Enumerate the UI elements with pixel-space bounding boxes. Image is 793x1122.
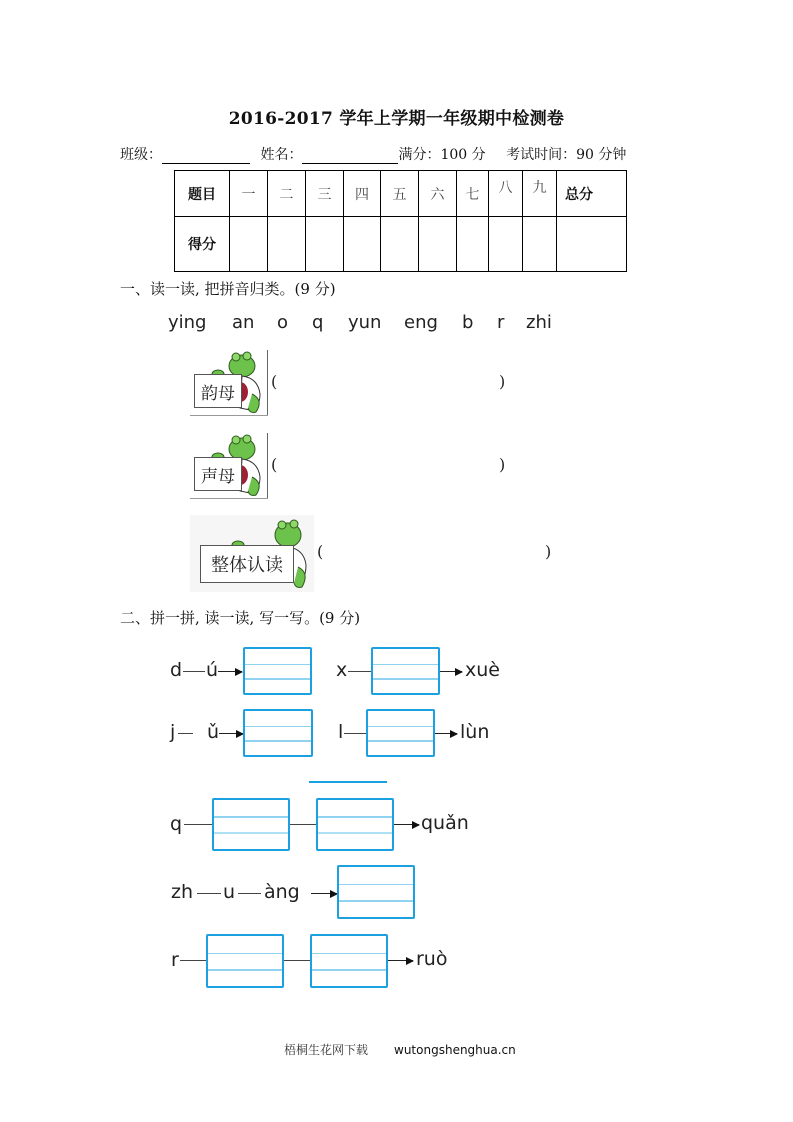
row-label: 得分 [175, 217, 230, 272]
connector-line [344, 733, 366, 734]
pinyin-initial: j [170, 721, 176, 743]
column-3: 三 [306, 171, 344, 217]
connector-line [197, 893, 221, 894]
pinyin-item: o [277, 312, 289, 333]
pinyin-result: quǎn [421, 812, 469, 834]
arrow-icon [311, 893, 337, 894]
frog-sign-initials [190, 433, 268, 499]
score-cell-8[interactable] [489, 217, 523, 272]
writing-box[interactable] [243, 647, 312, 695]
close-paren: ) [499, 372, 506, 391]
card-border [190, 498, 268, 499]
card-border [267, 350, 268, 416]
class-field[interactable] [162, 149, 250, 164]
connector-line [180, 960, 206, 961]
connector-line [183, 671, 205, 672]
close-paren: ) [545, 542, 552, 561]
column-6: 六 [419, 171, 457, 217]
pinyin-initial: l [338, 721, 344, 743]
pinyin-item: b [462, 312, 474, 333]
sign-label: 韵母 [194, 374, 242, 408]
pinyin-item: r [497, 312, 505, 333]
open-paren: ( [271, 372, 278, 391]
pinyin-medial: u [223, 881, 236, 903]
card-border [267, 433, 268, 499]
score-table [174, 170, 627, 272]
score-cell-5[interactable] [381, 217, 419, 272]
frog-sign-finals [190, 350, 268, 416]
column-5: 五 [381, 171, 419, 217]
pinyin-initial: d [170, 659, 183, 681]
footer-site-name: 梧桐生花网下载 [284, 1043, 369, 1057]
column-9: 九 [523, 171, 557, 217]
writing-box[interactable] [212, 798, 290, 851]
pinyin-item: yun [348, 312, 382, 333]
writing-box[interactable] [337, 865, 415, 919]
arrow-icon [388, 960, 413, 961]
pinyin-item: eng [404, 312, 438, 333]
open-paren: ( [271, 455, 278, 474]
score-table-header-row [175, 171, 627, 217]
total-label: 总分 [557, 171, 627, 217]
footer-url[interactable]: wutongshenghua.cn [394, 1043, 516, 1057]
pinyin-item: an [232, 312, 255, 333]
pinyin-item: q [312, 312, 324, 333]
initials-answer-field[interactable] [282, 451, 492, 477]
score-cell-3[interactable] [306, 217, 344, 272]
pinyin-initial: zh [171, 881, 194, 903]
pinyin-result: ruò [416, 948, 448, 970]
writing-box[interactable] [371, 647, 440, 695]
pinyin-final: àng [264, 881, 300, 903]
connector-line [290, 824, 316, 825]
pinyin-result: xuè [465, 659, 500, 681]
writing-box[interactable] [316, 798, 394, 851]
column-7: 七 [457, 171, 489, 217]
name-label: 姓名： [260, 147, 303, 163]
open-paren: ( [317, 542, 324, 561]
connector-line [284, 960, 310, 961]
arrow-icon [218, 671, 242, 672]
page-title: 2016-2017 学年上学期一年级期中检测卷 [228, 109, 565, 129]
connector-line [348, 671, 371, 672]
close-paren: ) [499, 455, 506, 474]
score-cell-9[interactable] [523, 217, 557, 272]
pinyin-item: ying [168, 312, 207, 333]
header-label: 题目 [175, 171, 230, 217]
writing-box[interactable] [366, 709, 435, 757]
exam-time: 考试时间：90 分钟 [506, 147, 627, 163]
finals-answer-field[interactable] [282, 368, 492, 394]
pinyin-initial: r [171, 949, 179, 971]
connector-line [238, 893, 261, 894]
whole-syllables-answer-field[interactable] [328, 538, 538, 564]
column-8: 八 [489, 171, 523, 217]
column-2: 二 [268, 171, 306, 217]
section2-heading: 二、拼一拼, 读一读, 写一写。(9 分) [120, 609, 361, 627]
pinyin-final: ú [206, 659, 219, 681]
pinyin-initial: x [336, 659, 348, 681]
score-cell-total[interactable] [557, 217, 627, 272]
arrow-icon [440, 671, 462, 672]
divider-line [309, 781, 387, 783]
connector-line [184, 824, 212, 825]
score-cell-7[interactable] [457, 217, 489, 272]
pinyin-result: lùn [460, 721, 490, 743]
frog-sign-whole-syllables [190, 515, 314, 592]
full-score: 满分：100 分 [398, 147, 486, 163]
sign-label: 整体认读 [200, 545, 294, 583]
column-4: 四 [344, 171, 381, 217]
score-cell-2[interactable] [268, 217, 306, 272]
student-info-line [120, 144, 626, 164]
pinyin-item: zhi [526, 312, 552, 333]
score-cell-1[interactable] [230, 217, 268, 272]
writing-box[interactable] [206, 934, 284, 988]
class-label: 班级： [120, 147, 162, 163]
pinyin-initial: q [170, 813, 183, 835]
score-cell-4[interactable] [344, 217, 381, 272]
arrow-icon [219, 733, 243, 734]
arrow-icon [435, 733, 457, 734]
card-border [190, 415, 268, 416]
arrow-icon [394, 824, 419, 825]
sign-label: 声母 [194, 457, 242, 491]
section1-heading: 一、读一读, 把拼音归类。(9 分) [120, 280, 336, 298]
writing-box[interactable] [243, 709, 313, 757]
score-table-score-row [175, 217, 627, 272]
name-field[interactable] [302, 149, 398, 164]
score-cell-6[interactable] [419, 217, 457, 272]
connector-line [178, 733, 193, 734]
writing-box[interactable] [310, 934, 388, 988]
column-1: 一 [230, 171, 268, 217]
footer [284, 1041, 516, 1058]
pinyin-final: ǔ [207, 721, 220, 743]
